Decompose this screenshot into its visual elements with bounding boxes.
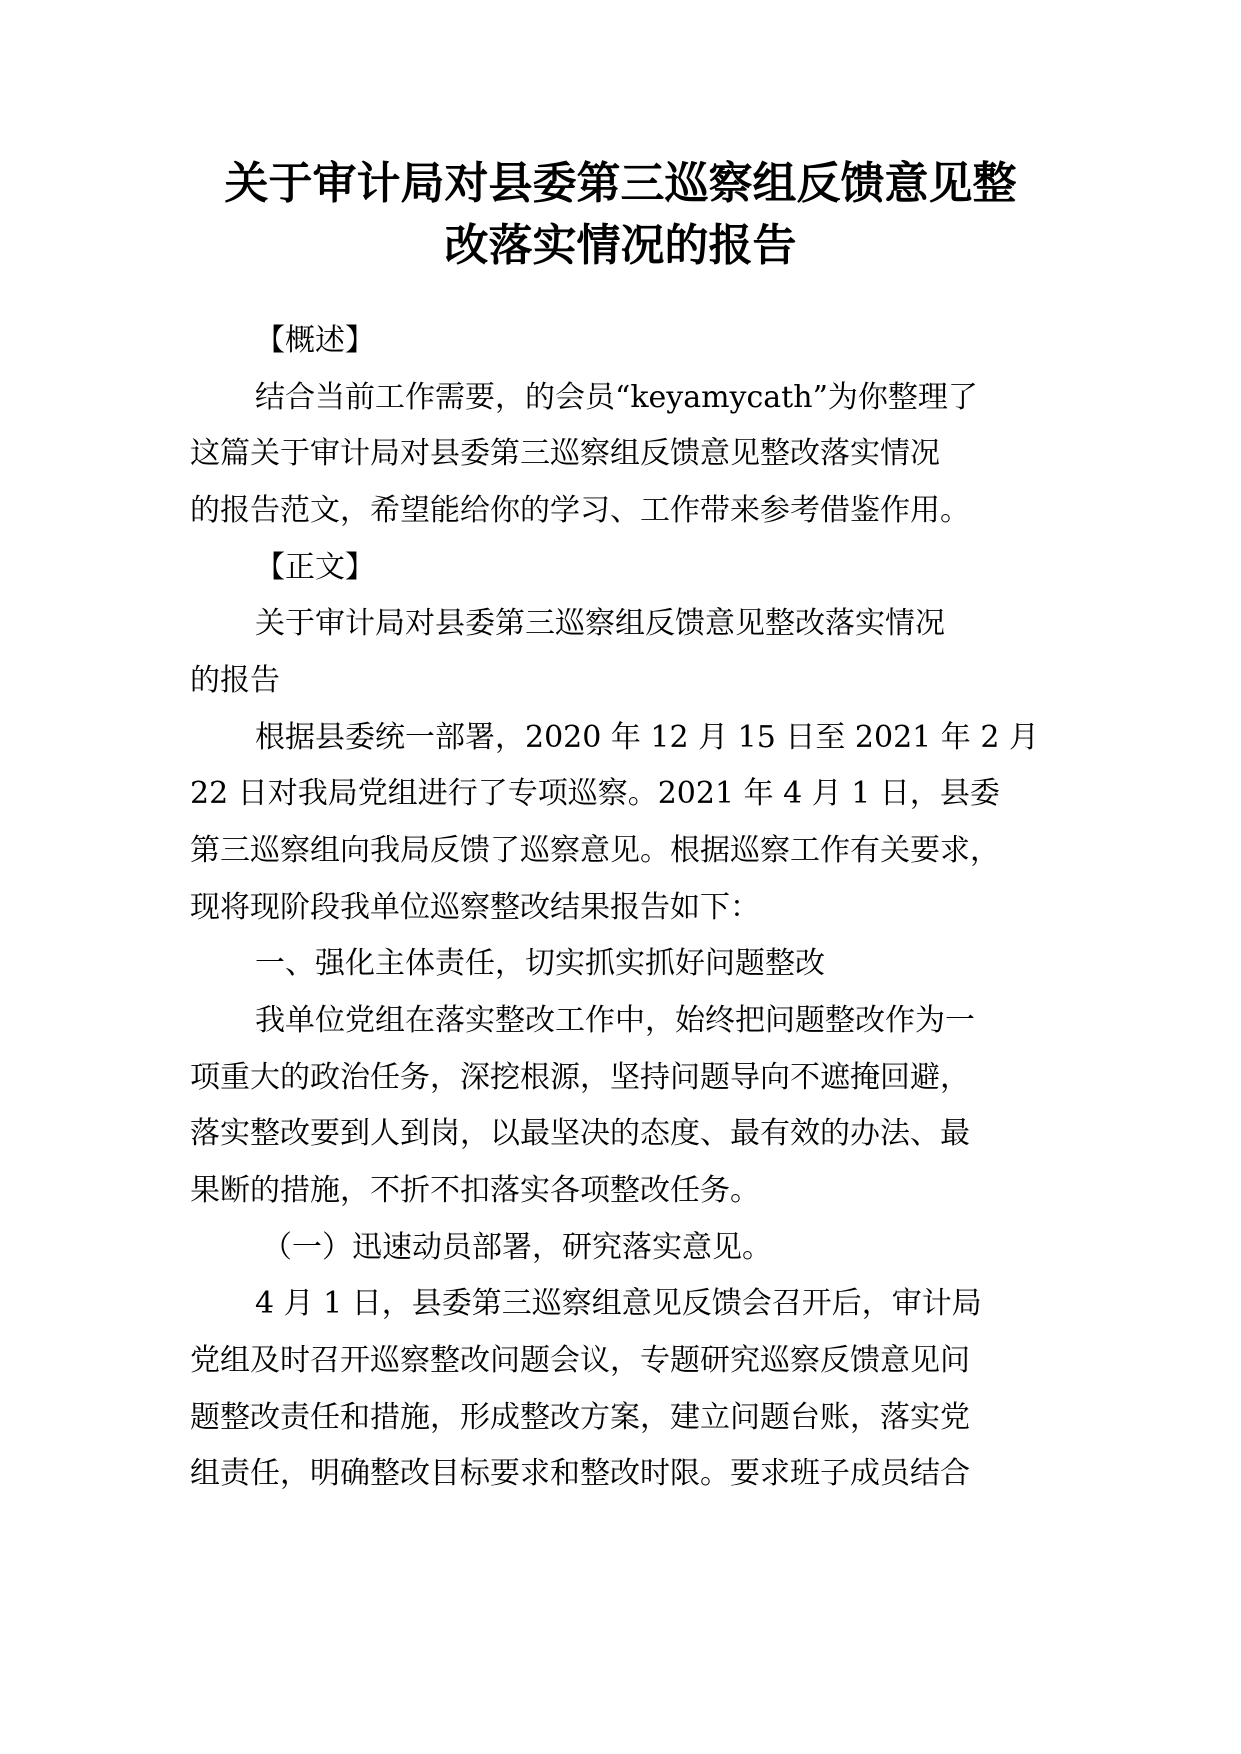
body-line: 题整改责任和措施，形成整改方案，建立问题台账，落实党 bbox=[190, 1400, 970, 1435]
section-heading-overview: 【概述】 bbox=[255, 323, 375, 358]
section-heading-body: 【正文】 bbox=[255, 550, 375, 585]
subheading-1-1: （一）迅速动员部署，研究落实意见。 bbox=[262, 1230, 772, 1265]
body-line: 第三巡察组向我局反馈了巡察意见。根据巡察工作有关要求， bbox=[190, 833, 1000, 868]
body-line: 项重大的政治任务，深挖根源，坚持问题导向不遮掩回避， bbox=[190, 1060, 970, 1095]
body-line: 根据县委统一部署，2020 年 12 月 15 日至 2021 年 2 月 bbox=[255, 720, 1039, 755]
body-line: 果断的措施，不折不扣落实各项整改任务。 bbox=[190, 1173, 760, 1208]
body-line: 现将现阶段我单位巡察整改结果报告如下： bbox=[190, 890, 760, 925]
body-line: 这篇关于审计局对县委第三巡察组反馈意见整改落实情况 bbox=[190, 436, 940, 471]
body-line: 我单位党组在落实整改工作中，始终把问题整改作为一 bbox=[255, 1003, 975, 1038]
body-line: 组责任，明确整改目标要求和整改时限。要求班子成员结合 bbox=[190, 1456, 970, 1491]
body-line: 22 日对我局党组进行了专项巡察。2021 年 4 月 1 日，县委 bbox=[190, 776, 1000, 811]
body-line: 落实整改要到人到岗，以最坚决的态度、最有效的办法、最 bbox=[190, 1116, 970, 1151]
body-line: 4 月 1 日，县委第三巡察组意见反馈会召开后，审计局 bbox=[255, 1286, 982, 1321]
body-line: 关于审计局对县委第三巡察组反馈意见整改落实情况 bbox=[255, 606, 945, 641]
body-line: 的报告范文，希望能给你的学习、工作带来参考借鉴作用。 bbox=[190, 493, 970, 528]
body-line: 党组及时召开巡察整改问题会议，专题研究巡察反馈意见问 bbox=[190, 1343, 970, 1378]
subheading-1: 一、强化主体责任，切实抓实抓好问题整改 bbox=[255, 946, 825, 981]
body-line: 的报告 bbox=[190, 663, 280, 698]
title-line-2: 改落实情况的报告 bbox=[444, 220, 797, 271]
body-line: 结合当前工作需要，的会员“keyamycath”为你整理了 bbox=[255, 380, 978, 415]
title-line-1: 关于审计局对县委第三巡察组反馈意见整 bbox=[224, 158, 1017, 209]
